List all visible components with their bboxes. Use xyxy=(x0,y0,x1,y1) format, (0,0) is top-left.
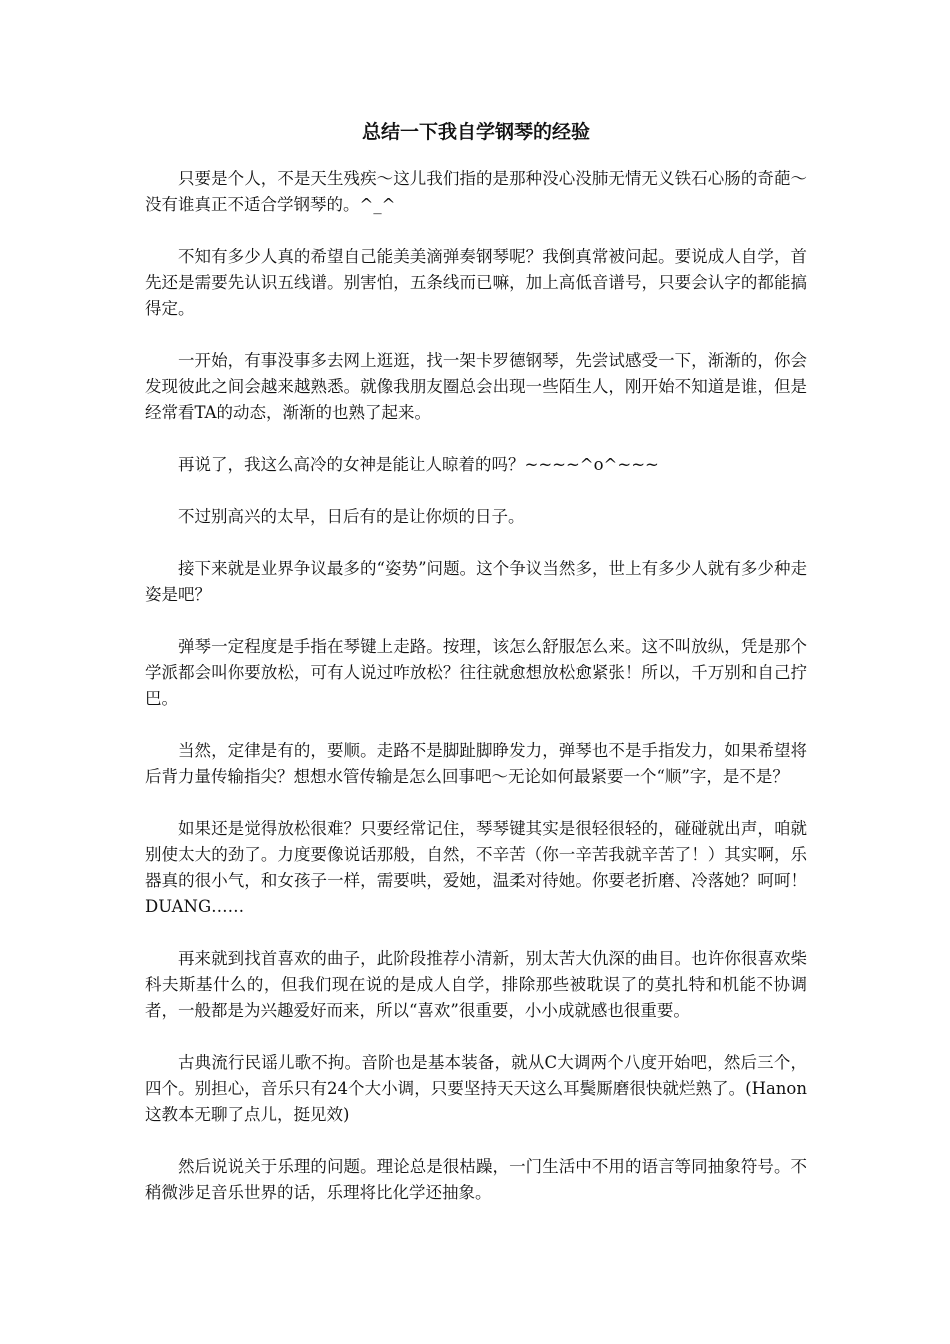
paragraph-10: 再来就到找首喜欢的曲子，此阶段推荐小清新，别太苦大仇深的曲目。也许你很喜欢柴科夫斯基什么的，但我们现在说的是成人自学，排除那些被耽误了的莫扎特和机能不协调者，一般都是为兴趣爱好而来，所以“喜欢”很重要，小小成就感也很重要。 xyxy=(145,949,807,1020)
paragraph-8: 当然，定律是有的，要顺。走路不是脚趾脚睁发力，弹琴也不是手指发力，如果希望将后背力量传输指尖？想想水管传输是怎么回事吧～无论如何最紧要一个“顺”字，是不是？ xyxy=(145,741,807,786)
paragraph-12: 然后说说关于乐理的问题。理论总是很枯躁，一门生活中不用的语言等同抽象符号。不稍微涉足音乐世界的话，乐理将比化学还抽象。 xyxy=(145,1157,807,1202)
paragraph-7: 弹琴一定程度是手指在琴键上走路。按理，该怎么舒服怎么来。这不叫放纵，凭是那个学派都会叫你要放松，可有人说过咋放松？往往就愈想放松愈紧张！所以，千万别和自己拧巴。 xyxy=(145,637,807,708)
paragraph-9: 如果还是觉得放松很难？只要经常记住，琴琴键其实是很轻很轻的，碰碰就出声，咱就别使太大的劲了。力度要像说话那般，自然，不辛苦（你一辛苦我就辛苦了！）其实啊，乐器真的很小气，和女孩子一样，需要哄，爱她，温柔对待她。你要老折磨、冷落她？呵呵！DUANG…… xyxy=(145,819,807,916)
paragraph-6: 接下来就是业界争议最多的“姿势”问题。这个争议当然多，世上有多少人就有多少种走姿是吧？ xyxy=(145,559,807,604)
document-body xyxy=(145,118,807,1232)
paragraph-1: 只要是个人，不是天生残疾～这儿我们指的是那种没心没肺无情无义铁石心肠的奇葩～没有谁真正不适合学钢琴的。^_^ xyxy=(145,169,807,214)
paragraph-2: 不知有多少人真的希望自己能美美滴弹奏钢琴呢？我倒真常被问起。要说成人自学，首先还是需要先认识五线谱。别害怕，五条线而已嘛，加上高低音谱号，只要会认字的都能搞得定。 xyxy=(145,247,807,318)
paragraph-11: 古典流行民谣儿歌不拘。音阶也是基本装备，就从C大调两个八度开始吧，然后三个，四个。别担心，音乐只有24个大小调，只要坚持天天这么耳鬓厮磨很快就烂熟了。(Hanon这教本无聊了点儿，挺见效) xyxy=(145,1053,807,1124)
document-title: 总结一下我自学钢琴的经验 xyxy=(361,121,590,143)
paragraph-4: 再说了，我这么高冷的女神是能让人晾着的吗？~~~~^o^~~~ xyxy=(178,455,659,474)
paragraph-3: 一开始，有事没事多去网上逛逛，找一架卡罗德钢琴，先尝试感受一下，渐渐的，你会发现彼此之间会越来越熟悉。就像我朋友圈总会出现一些陌生人，刚开始不知道是谁，但是经常看TA的动态，渐渐的也熟了起来。 xyxy=(145,351,807,422)
paragraph-5: 不过别高兴的太早，日后有的是让你烦的日子。 xyxy=(178,507,525,526)
